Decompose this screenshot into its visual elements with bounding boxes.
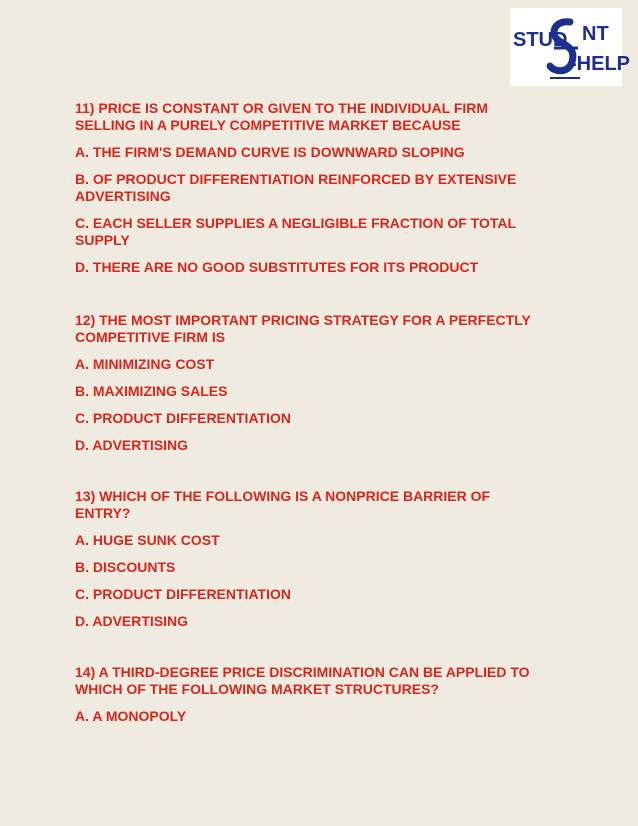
questions-content bbox=[75, 100, 575, 735]
option-a: A. THE FIRM'S DEMAND CURVE IS DOWNWARD SLOPING bbox=[75, 144, 465, 160]
student-help-logo bbox=[510, 8, 630, 86]
question-title: 13) WHICH OF THE FOLLOWING IS A NONPRICE BARRIER OF ENTRY? bbox=[75, 488, 491, 521]
logo-text-help: -HELP bbox=[570, 53, 630, 75]
logo-graphic bbox=[510, 8, 630, 86]
option-a: A. A MONOPOLY bbox=[75, 708, 187, 724]
question-title: 12) THE MOST IMPORTANT PRICING STRATEGY FOR A PERFECTLY COMPETITIVE FIRM IS bbox=[75, 312, 531, 345]
option-b: B. OF PRODUCT DIFFERENTIATION REINFORCED BY EXTENSIVE ADVERTISING bbox=[75, 171, 517, 204]
question-title: 11) PRICE IS CONSTANT OR GIVEN TO THE INDIVIDUAL FIRM SELLING IN A PURELY COMPETITIVE MARKET BECAUSE bbox=[75, 100, 489, 133]
logo-text-nt: NT bbox=[582, 23, 609, 45]
logo-text-stud: STUD bbox=[513, 29, 568, 51]
option-d: D. THERE ARE NO GOOD SUBSTITUTES FOR ITS PRODUCT bbox=[75, 259, 479, 275]
option-c: C. PRODUCT DIFFERENTIATION bbox=[75, 410, 291, 426]
option-a: A. MINIMIZING COST bbox=[75, 356, 215, 372]
option-c: C. EACH SELLER SUPPLIES A NEGLIGIBLE FRACTION OF TOTAL SUPPLY bbox=[75, 215, 517, 248]
question-11 bbox=[75, 100, 575, 276]
question-13 bbox=[75, 488, 575, 630]
option-d: D. ADVERTISING bbox=[75, 437, 189, 453]
option-b: B. DISCOUNTS bbox=[75, 559, 176, 575]
question-title: 14) A THIRD-DEGREE PRICE DISCRIMINATION CAN BE APPLIED TO WHICH OF THE FOLLOWING MARKET STRUCTURES? bbox=[75, 664, 530, 697]
option-d: D. ADVERTISING bbox=[75, 613, 189, 629]
question-12 bbox=[75, 312, 575, 454]
option-c: C. PRODUCT DIFFERENTIATION bbox=[75, 586, 291, 602]
option-a: A. HUGE SUNK COST bbox=[75, 532, 220, 548]
option-b: B. MAXIMIZING SALES bbox=[75, 383, 228, 399]
question-14 bbox=[75, 664, 575, 725]
